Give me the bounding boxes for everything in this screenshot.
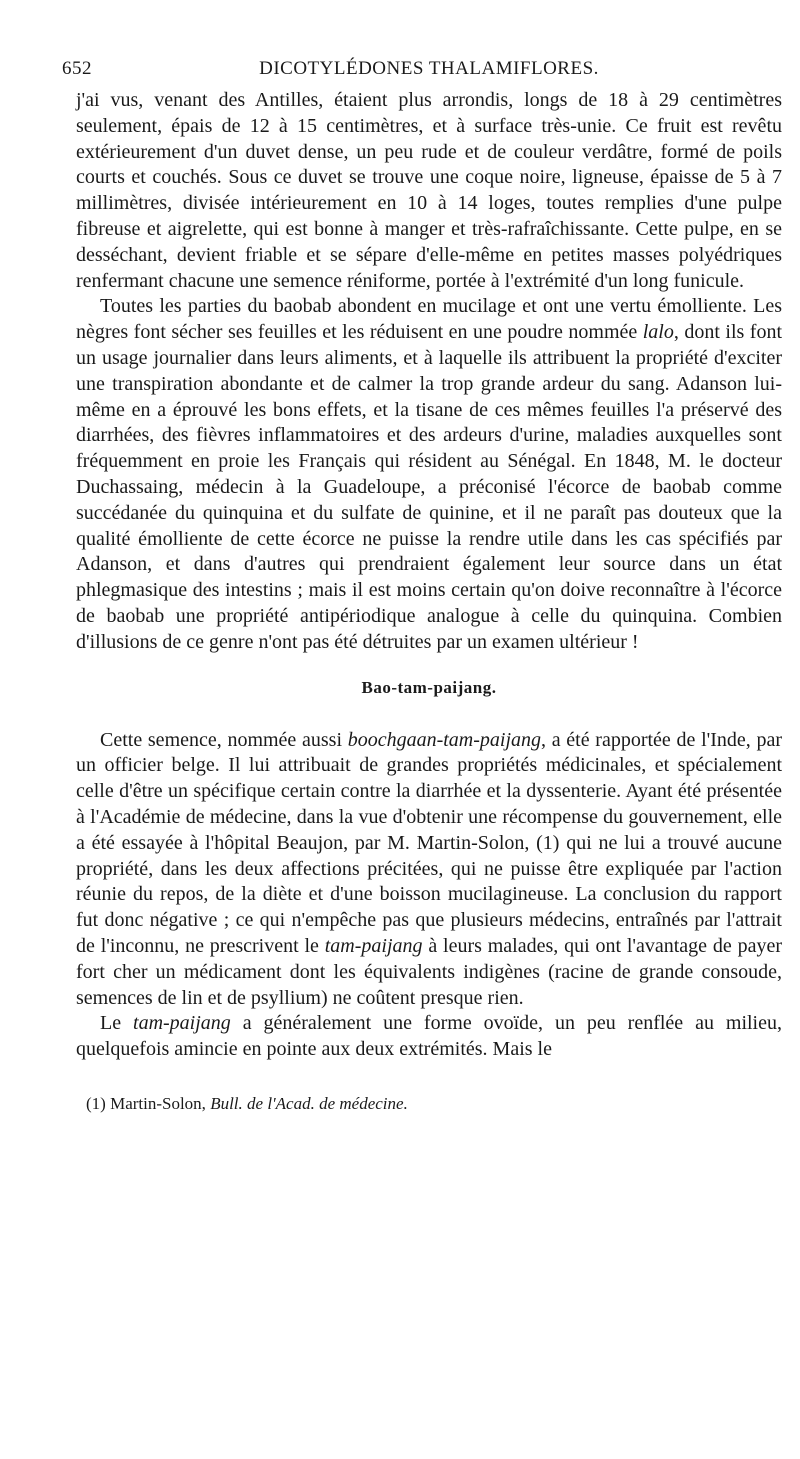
book-page xyxy=(62,58,783,1115)
page-number: 652 xyxy=(62,58,92,79)
italic-term-tam-paijang: tam-paijang xyxy=(133,1012,231,1035)
paragraph-text: , a été rapportée de l'Inde, par un officier belge. Il lui attribuait de grandes propriétés médicinales, et spécialement celle d'être un spécifique certain contre la diarrhée et la dyssenterie. Ayant été présentée à l'Académie de médecine, dans la vue d'obtenir une récompense du gouvernement, elle a été essayée à l'hôpital Beaujon, par M. Martin-Solon, (1) qui ne lui a trouvé aucune propriété, dans les deux affections précitées, qui ne puisse être expliquée par l'action réunie du repos, de la diète et d'une boisson mucilagineuse. La conclusion du rapport fut donc négative ; ce qui n'empêche pas que plusieurs médecins, entraînés par l'attrait de l'inconnu, ne prescrivent le xyxy=(76,728,782,957)
paragraph-text: a généralement une forme ovoïde, un peu renflée au milieu, quelquefois amincie en pointe aux deux extrémités. Mais le xyxy=(76,1012,782,1061)
paragraph-text: à leurs malades, qui ont l'avantage de payer fort cher un médicament dont les équivalents indigènes (racine de grande consoude, semences de lin et de psyllium) ne coûtent presque rien. xyxy=(76,934,782,1009)
paragraph-tam-paijang-form xyxy=(76,1011,782,1063)
paragraph-text: , dont ils font un usage journalier dans leurs aliments, et à laquelle ils attribuent la propriété d'exciter une transpiration abondante et de calmer la trop grande ardeur du sang. Adanson lui-même en a éprouvé les bons effets, et la tisane de ces mêmes feuilles l'a préservé des diarrhées, des fièvres inflammatoires et des ardeurs d'urine, maladies auxquelles sont fréquemment en proie les Français qui résident au Sénégal. En 1848, M. le docteur Duchassaing, médecin à la Guadeloupe, a préconisé l'écorce de baobab comme succédanée du quinquina et du sulfate de quinine, et il ne paraît pas douteux que la qualité émolliente de cette écorce ne puisse la rendre utile dans les cas spécifiés par Adanson, et dans d'autres qui prendraient également leur source dans un état phlegmasique des intestins ; mais il est moins certain qu'on doive reconnaître à l'écorce de baobab une propriété antipériodique analogue à celle du quinquina. Combien d'illusions de ce genre n'ont pas été détruites par un examen ultérieur ! xyxy=(76,321,783,653)
section-heading: Bao-tam-paijang. xyxy=(361,677,497,697)
paragraph-baobab-properties xyxy=(76,294,782,655)
paragraph-bao-tam-paijang xyxy=(76,728,782,1012)
footnote-author: Martin-Solon, xyxy=(110,1093,206,1113)
body-text xyxy=(76,88,782,1063)
running-head xyxy=(62,58,782,88)
italic-term-tam-paijang: tam-paijang xyxy=(324,934,423,957)
footnote xyxy=(76,1093,782,1115)
paragraph-text: Le xyxy=(100,1012,134,1035)
italic-term-lalo: lalo xyxy=(642,321,674,344)
footnote-source: Bull. de l'Acad. de médecine. xyxy=(210,1093,408,1113)
paragraph-text: Toutes les parties du baobab abondent en mucilage et ont une vertu émolliente. Les nègres font sécher ses feuilles et les réduisent en une poudre nommée xyxy=(76,295,782,344)
paragraph-fruit-description: j'ai vus, venant des Antilles, étaient plus arrondis, longs de 18 à 29 centimètres seulement, épais de 12 à 15 centimètres, et à surface très-unie. Ce fruit est revêtu extérieurement d'un duvet dense, un peu rude et de couleur verdâtre, formé de poils courts et couchés. Sous ce duvet se trouve une coque noire, ligneuse, épaisse de 5 à 7 millimètres, divisée intérieurement en 10 à 14 loges, toutes remplies d'une pulpe fibreuse et aigrelette, qui est bonne à manger et très-rafraîchissante. Cette pulpe, en se desséchant, devient friable et se sépare d'elle-même en petites masses polyédriques renfermant chacune une semence réniforme, portée à l'extrémité d'un long funicule. xyxy=(76,89,782,292)
paragraph-text: Cette semence, nommée aussi xyxy=(100,728,348,751)
italic-term-boochgaan: boochgaan-tam-paijang xyxy=(347,728,542,751)
footnote-marker: (1) xyxy=(86,1093,106,1113)
running-title: DICOTYLÉDONES THALAMIFLORES. xyxy=(259,58,599,79)
